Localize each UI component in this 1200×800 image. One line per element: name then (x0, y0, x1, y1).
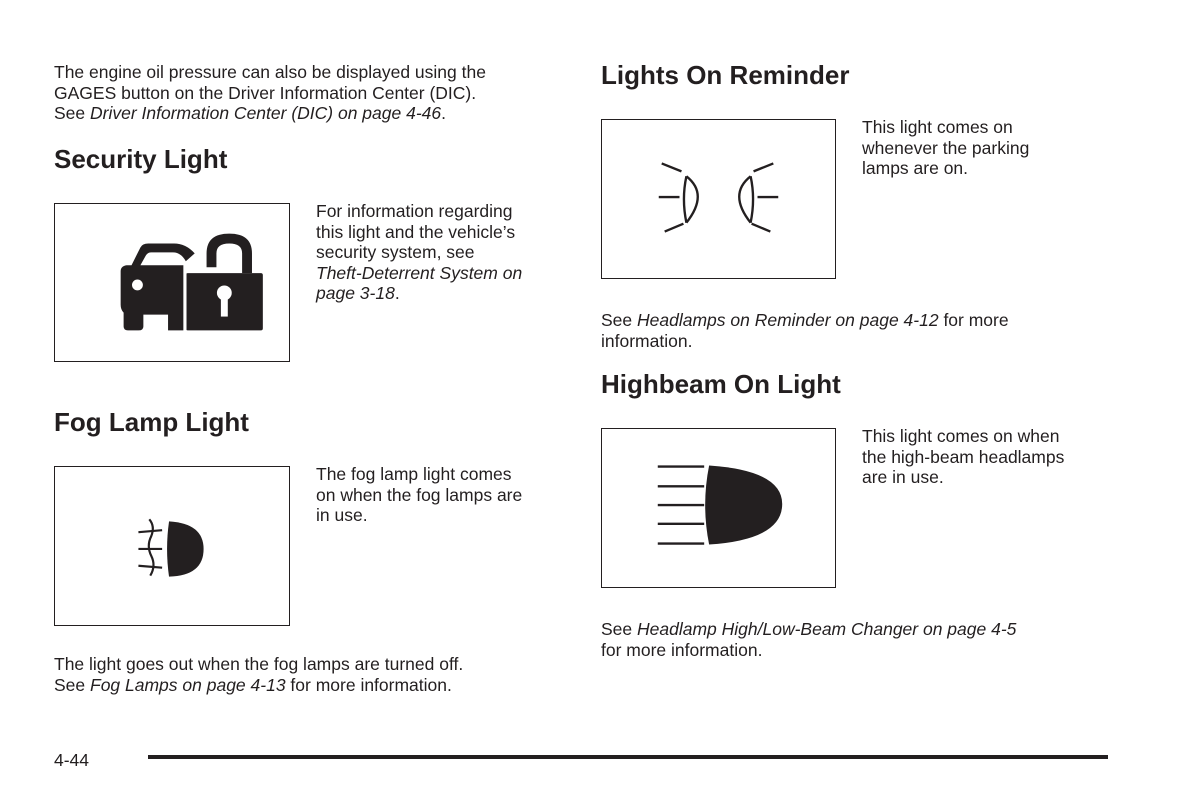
lights-on-reference-link[interactable]: Headlamps on Reminder on page 4-12 (637, 310, 939, 330)
fog-lamp-light-figure (54, 466, 290, 626)
highbeam-on-light-figure (601, 428, 836, 588)
parking-lamps-icon (602, 120, 835, 278)
intro-line-2: GAGES button on the Driver Information Center (DIC). (54, 82, 477, 103)
highbeam-desc-line-3: are in use. (862, 467, 944, 488)
lights-on-after-end: for more (938, 310, 1009, 330)
fog-lamp-icon (55, 467, 289, 625)
highbeam-after-paragraph (601, 619, 1016, 660)
intro-reference-link[interactable]: Driver Information Center (DIC) on page 4-46 (90, 103, 442, 124)
lights-on-reminder-description (862, 117, 1029, 179)
fog-after-see: See (54, 674, 90, 695)
security-light-figure (54, 203, 290, 362)
lights-on-after-see: See (601, 310, 637, 330)
security-light-description (316, 201, 522, 304)
fog-lamp-after-paragraph (54, 654, 463, 695)
highbeam-after-see: See (601, 619, 637, 639)
car-padlock-icon (55, 204, 289, 361)
fog-after-end: for more information. (285, 674, 452, 695)
lights-on-after-paragraph (601, 310, 1009, 351)
lights-on-after-line-2: information. (601, 330, 693, 351)
highbeam-after-line-2: for more information. (601, 639, 763, 660)
highbeam-desc-line-2: the high-beam headlamps (862, 446, 1065, 467)
lights-on-reminder-figure (601, 119, 836, 279)
fog-reference-link[interactable]: Fog Lamps on page 4-13 (90, 674, 286, 695)
intro-see: See (54, 103, 90, 124)
intro-paragraph (54, 62, 486, 124)
fog-lamp-light-heading: Fog Lamp Light (54, 407, 249, 437)
page-number: 4-44 (54, 750, 90, 770)
lights-on-reminder-heading: Lights On Reminder (601, 60, 850, 90)
lights-on-desc-line-3: lamps are on. (862, 158, 969, 179)
security-light-heading: Security Light (54, 144, 228, 174)
fog-desc-line-2: on when the fog lamps are (316, 484, 523, 505)
footer-rule (148, 755, 1108, 759)
lights-on-desc-line-2: whenever the parking (862, 137, 1030, 158)
fog-desc-line-1: The fog lamp light comes (316, 464, 512, 484)
security-desc-line-2: this light and the vehicle’s (316, 221, 516, 242)
lights-on-desc-line-1: This light comes on (862, 117, 1013, 137)
high-beam-icon (602, 429, 835, 587)
security-reference-link-line-1[interactable]: Theft-Deterrent System on (316, 262, 523, 283)
security-desc-line-1: For information regarding (316, 201, 513, 221)
fog-desc-line-3: in use. (316, 505, 368, 526)
highbeam-desc-line-1: This light comes on when (862, 426, 1060, 446)
fog-lamp-description (316, 464, 522, 526)
highbeam-on-light-heading: Highbeam On Light (601, 369, 841, 399)
highbeam-reference-link[interactable]: Headlamp High/Low-Beam Changer on page 4-5 (637, 619, 1017, 639)
security-end: . (394, 283, 400, 304)
highbeam-description (862, 426, 1064, 488)
security-desc-line-3: security system, see (316, 242, 475, 263)
security-reference-link-line-2[interactable]: page 3-18 (316, 283, 395, 304)
intro-line-1: The engine oil pressure can also be displayed using the (54, 62, 486, 82)
fog-after-line-1: The light goes out when the fog lamps are turned off. (54, 654, 464, 674)
intro-end: . (441, 103, 446, 124)
